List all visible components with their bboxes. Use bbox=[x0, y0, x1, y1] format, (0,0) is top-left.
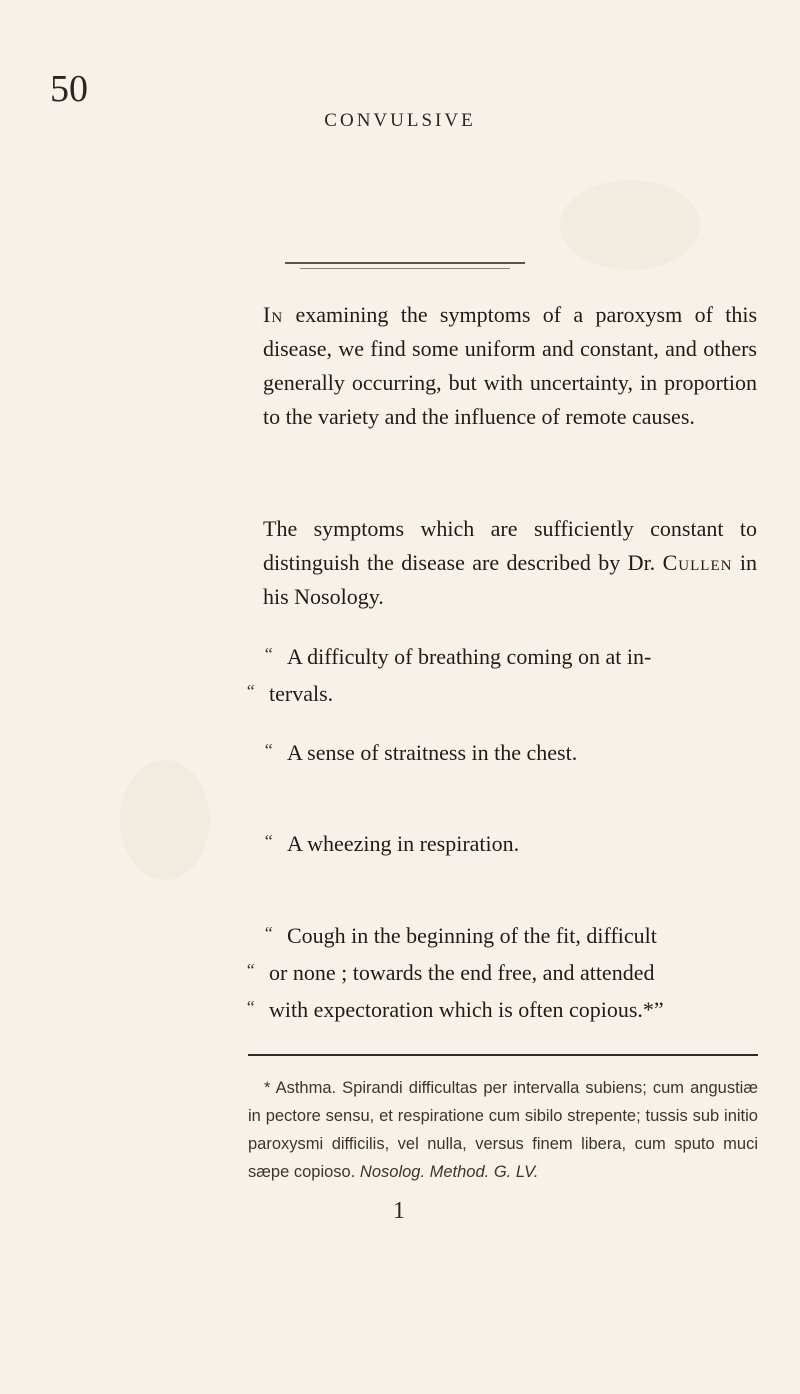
quote-line bbox=[245, 733, 757, 770]
quote-mark: “ bbox=[263, 740, 274, 760]
quote-text: A sense of straitness in the chest. bbox=[287, 740, 578, 765]
quote-line bbox=[245, 637, 757, 674]
paragraph-2-a: The symptoms which are sufficiently constant to distinguish the disease are described by Dr. bbox=[263, 516, 757, 575]
footnote bbox=[248, 1074, 758, 1186]
quote-mark: “ bbox=[263, 644, 274, 664]
quote-item-4 bbox=[245, 916, 757, 1027]
quote-item-1 bbox=[245, 637, 757, 711]
paragraph-2-b: in his Nosology. bbox=[263, 550, 758, 609]
quote-mark: “ bbox=[263, 831, 274, 851]
header-rule-secondary bbox=[300, 268, 510, 269]
quote-text: or none ; towards the end free, and attended bbox=[269, 960, 655, 985]
quote-mark: “ bbox=[245, 997, 256, 1017]
footnote-rule bbox=[248, 1054, 758, 1056]
header-rule bbox=[285, 262, 525, 264]
signature-mark: 1 bbox=[393, 1198, 405, 1224]
paragraph-1-body: examining the symptoms of a paroxysm of this disease, we find some uniform and constant, and others generally occurring, but with uncertainty, in proportion to the variety and the influence of remote causes. bbox=[263, 302, 758, 429]
quote-text: Cough in the beginning of the fit, difficult bbox=[287, 923, 657, 948]
running-head: CONVULSIVE bbox=[324, 110, 476, 131]
paragraph-1-lead: In bbox=[263, 302, 284, 327]
paragraph-2 bbox=[263, 512, 757, 614]
quote-line bbox=[245, 916, 757, 953]
footnote-citation: Nosolog. Method. G. LV. bbox=[359, 1163, 539, 1181]
quote-text: A wheezing in respiration. bbox=[287, 831, 520, 856]
paragraph-1 bbox=[263, 298, 757, 434]
quote-mark: “ bbox=[245, 960, 256, 980]
quote-item-3 bbox=[245, 824, 757, 861]
quote-line bbox=[245, 824, 757, 861]
quote-mark: “ bbox=[263, 923, 274, 943]
footnote-text: Asthma. Spirandi difficultas per intervalla subiens; cum angustiæ in pectore sensu, et respiratione cum sibilo strepente; tussis sub initio paroxysmi difficilis, vel nulla, versus finem libera, cum sputo muci sæpe copioso. bbox=[248, 1079, 758, 1181]
quote-text: A difficulty of breathing coming on at in- bbox=[287, 644, 652, 669]
paper-stain bbox=[560, 180, 700, 270]
quote-mark: “ bbox=[245, 681, 256, 701]
quote-line bbox=[245, 674, 757, 711]
paper-stain bbox=[120, 760, 210, 880]
quote-text: tervals. bbox=[269, 681, 334, 706]
quote-item-2 bbox=[245, 733, 757, 770]
footnote-marker: * bbox=[264, 1079, 271, 1097]
quote-line bbox=[245, 953, 757, 990]
author-name: Cullen bbox=[662, 550, 733, 575]
page-number: 50 bbox=[50, 68, 88, 110]
quote-line bbox=[245, 990, 757, 1027]
quote-text: with expectoration which is often copious.*” bbox=[269, 997, 664, 1022]
